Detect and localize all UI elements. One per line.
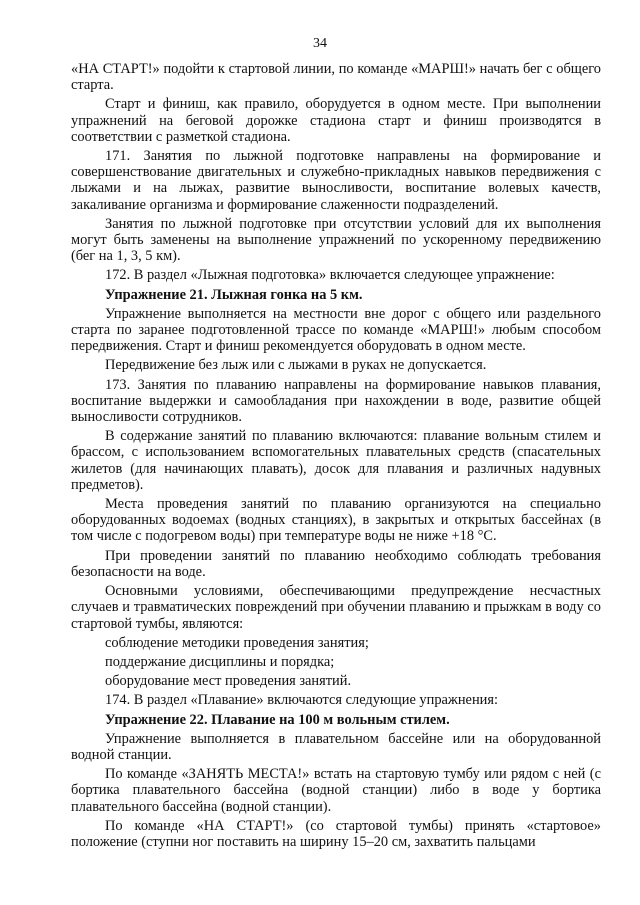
paragraph: Старт и финиш, как правило, оборудуется в одном месте. При выполнении упражнений на беговой дорожке стадиона старт и финиш производятся в соответствии с разметкой стадиона. (71, 96, 601, 145)
list-item: соблюдение методики проведения занятия; (105, 634, 369, 651)
paragraph: Упражнение выполняется на местности вне дорог с общего или раздельного старта по заранее подготовленной трассе по команде «МАРШ!» любым способом передвижения. Старт и финиш рекомендуется оборудовать в одном месте. (71, 305, 601, 355)
paragraph: Занятия по лыжной подготовке при отсутствии условий для их выполнения могут быть заменены на выполнение упражнений по ускоренному передвижению (бег на 1, 3, 5 км). (71, 215, 601, 265)
paragraph: Передвижение без лыж или с лыжами в руках не допускается. (105, 357, 487, 374)
exercise-heading: Упражнение 22. Плавание на 100 м вольным стилем. (105, 711, 450, 728)
paragraph: 171. Занятия по лыжной подготовке направлены на формирование и совершенствование двигательных и служебно-прикладных навыков передвижения с лыжами и на лыжах, развитие выносливости, воспитание волевых качеств, закаливание организма и формирование слаженности подразделений. (71, 148, 601, 213)
paragraph: Упражнение выполняется в плавательном бассейне или на оборудованной водной станции. (71, 730, 601, 763)
paragraph: При проведении занятий по плаванию необходимо соблюдать требования безопасности на воде. (71, 547, 601, 580)
paragraph: 174. В раздел «Плавание» включаются следующие упражнения: (105, 692, 498, 709)
paragraph: По команде «ЗАНЯТЬ МЕСТА!» встать на стартовую тумбу или рядом с ней (с бортика плавательного бассейна (водной станции) либо в воде у бортика плавательного бассейна (водной станции). (71, 766, 601, 815)
paragraph: «НА СТАРТ!» подойти к стартовой линии, по команде «МАРШ!» начать бег с общего старта. (71, 61, 601, 94)
list-item: оборудование мест проведения занятий. (105, 673, 352, 690)
list-item: поддержание дисциплины и порядка; (105, 653, 335, 670)
document-body (71, 61, 601, 850)
paragraph: По команде «НА СТАРТ!» (со стартовой тумбы) принять «стартовое» положение (ступни ног поставить на ширину 15–20 см, захватить пальцами (71, 817, 601, 850)
paragraph: 172. В раздел «Лыжная подготовка» включается следующее упражнение: (105, 267, 555, 284)
paragraph: Места проведения занятий по плаванию организуются на специально оборудованных водоемах (водных станциях), в закрытых и открытых бассейнах (в том числе с подогревом воды) при температуре воды не ниже +18 °С. (71, 496, 601, 545)
paragraph: 173. Занятия по плаванию направлены на формирование навыков плавания, воспитание выдержки и самообладания при нахождении в воде, развитие общей выносливости сотрудников. (71, 376, 601, 426)
paragraph: В содержание занятий по плаванию включаются: плавание вольным стилем и брассом, с использованием вспомогательных плавательных средств (спасательных жилетов (для начинающих плавать), досок для плавания и различных надувных предметов). (71, 428, 601, 493)
paragraph: Основными условиями, обеспечивающими предупреждение несчастных случаев и травматических повреждений при обучении плаванию и прыжкам в воду со стартовой тумбы, являются: (71, 583, 601, 632)
page-number: 34 (313, 36, 327, 51)
exercise-heading: Упражнение 21. Лыжная гонка на 5 км. (105, 286, 363, 303)
